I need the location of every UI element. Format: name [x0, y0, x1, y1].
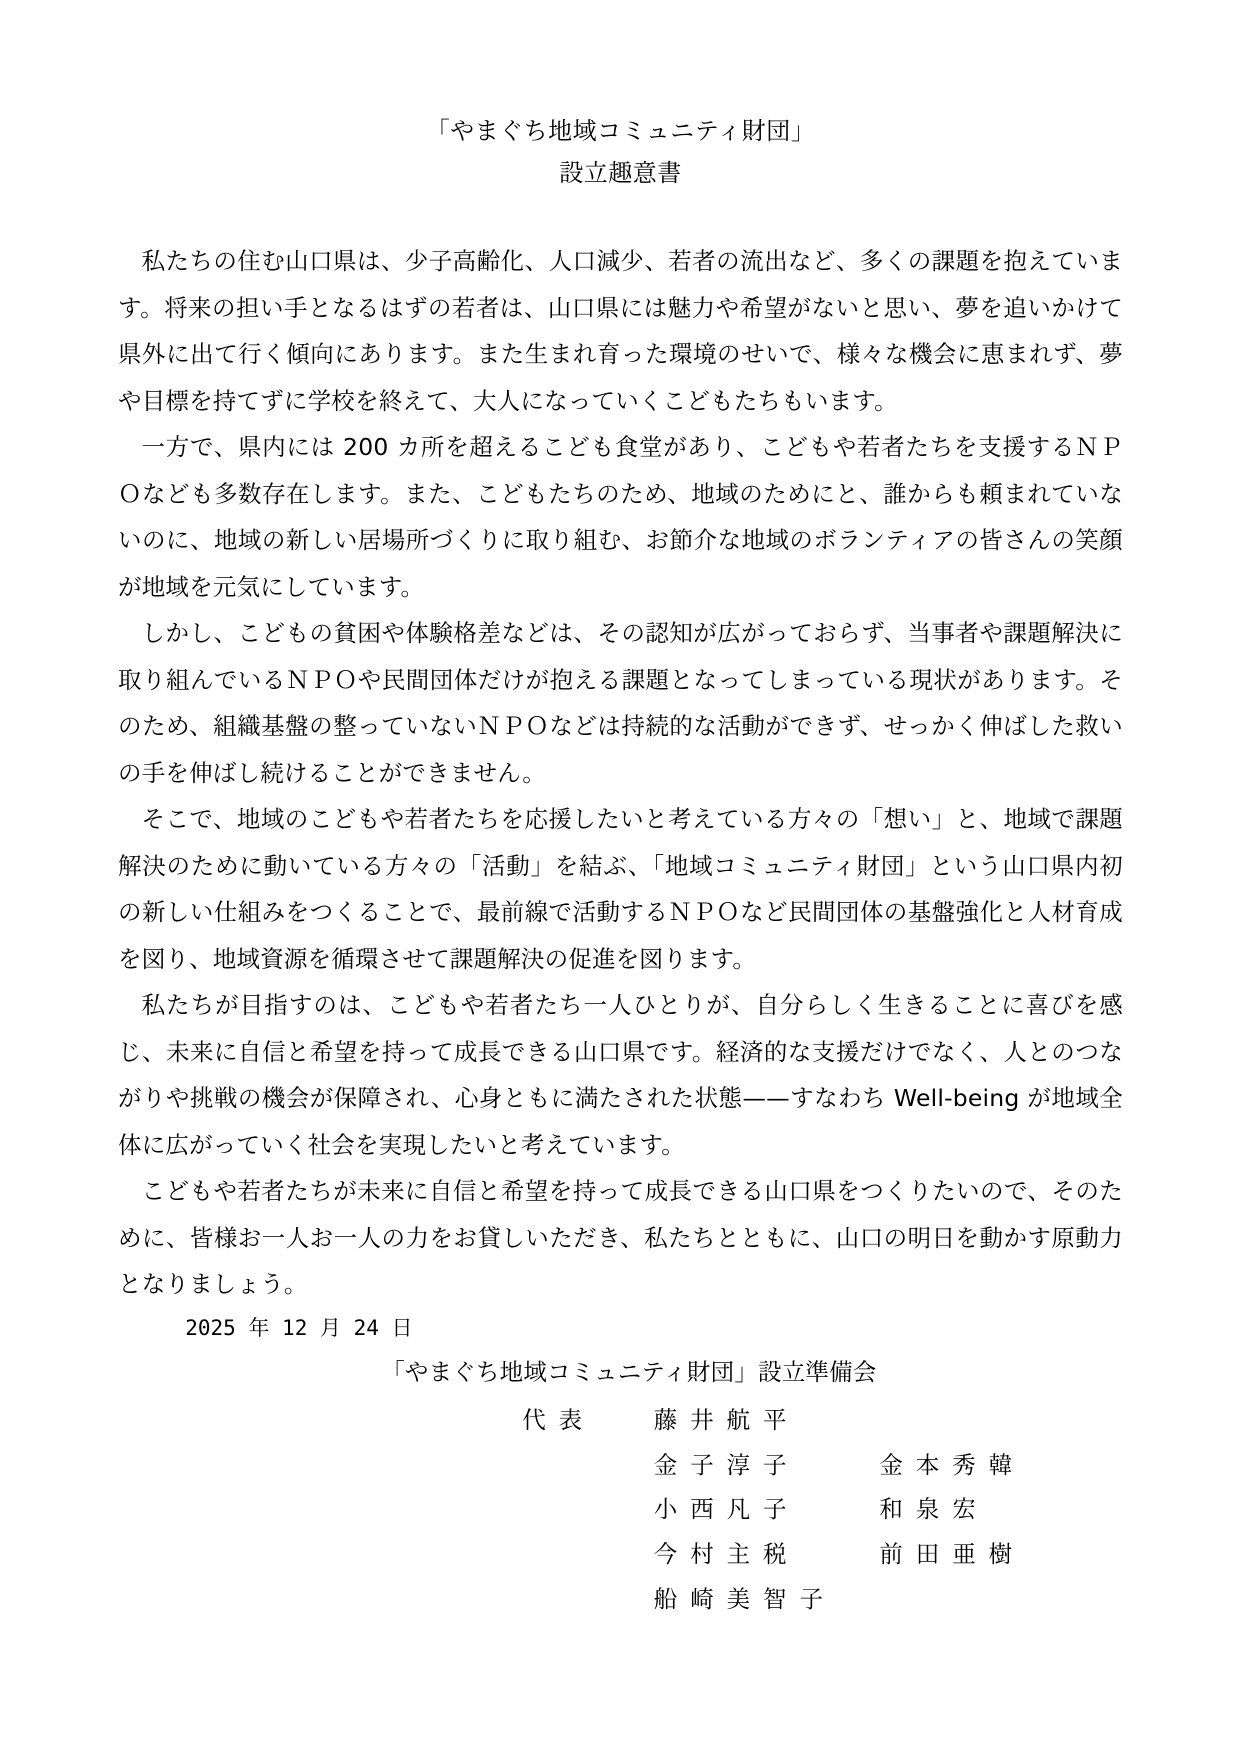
signatory-name-secondary: 前田亜樹 — [879, 1539, 1026, 1568]
signatory-name-primary: 藤井航平 — [653, 1405, 800, 1434]
document-date: 2025 年 12 月 24 日 — [185, 1315, 413, 1340]
document-title-line-2: 設立趣意書 — [559, 159, 682, 187]
signatory-name-primary: 船崎美智子 — [653, 1584, 836, 1613]
document-title-line-1: 「やまぐち地域コミュニティ財団」 — [425, 117, 816, 145]
paragraph-2: 一方で、県内には 200 カ所を超えるこども食堂があり、こどもや若者たちを支援するＮＰＯなども多数存在します。また、こどもたちのため、地域のためにと、誰からも頼まれていないのに、地域の新しい居場所づくりに取り組む、お節介な地域のボランティアの皆さんの笑顔が地域を元気にしています。 — [118, 433, 1123, 601]
signatory-role — [522, 1487, 654, 1532]
signatory-row — [118, 1577, 1123, 1622]
paragraph-6: こどもや若者たちが未来に自信と希望を持って成長できる山口県をつくりたいので、そのために、皆様お一人お一人の力をお貸しいただき、私たちとともに、山口の明日を動かす原動力となりましょう。 — [118, 1177, 1123, 1299]
document-title — [118, 110, 1123, 194]
paragraph-3: しかし、こどもの貧困や体験格差などは、その認知が広がっておらず、当事者や課題解決に取り組んでいるＮＰＯや民間団体だけが抱える課題となってしまっている現状があります。そのため、組織基盤の整っていないＮＰＯなどは持続的な活動ができず、せっかく伸ばした救いの手を伸ばし続けることができません。 — [118, 619, 1123, 787]
signatory-name-secondary: 和泉宏 — [879, 1495, 989, 1524]
paragraph-5: 私たちが目指すのは、こどもや若者たち一人ひとりが、自分らしく生きることに喜びを感じ、未来に自信と希望を持って成長できる山口県です。経済的な支援だけでなく、人とのつながりや挑戦の機会が保障され、心身ともに満たされた状態——すなわち Well-being が地域全体に広がっていく社会を実現したいと考えています。 — [118, 991, 1123, 1159]
signatory-role: 代表 — [522, 1405, 596, 1434]
paragraph-1: 私たちの住む山口県は、少子高齢化、人口減少、若者の流出など、多くの課題を抱えています。将来の担い手となるはずの若者は、山口県には魅力や希望がないと思い、夢を追いかけて県外に出て行く傾向にあります。また生まれ育った環境のせいで、様々な機会に恵まれず、夢や目標を持てずに学校を終えて、大人になっていくこどもたちもいます。 — [118, 247, 1123, 415]
paragraph-4: そこで、地域のこどもや若者たちを応援したいと考えている方々の「想い」と、地域で課題解決のために動いている方々の「活動」を結ぶ、「地域コミュニティ財団」という山口県内初の新しい仕組みをつくることで、最前線で活動するＮＰＯなど民間団体の基盤強化と人材育成を図り、地域資源を循環させて課題解決の促進を図ります。 — [118, 805, 1123, 973]
signatory-name-secondary: 金本秀韓 — [879, 1450, 1026, 1479]
signatory-name-primary: 小西凡子 — [653, 1495, 800, 1524]
signatory-row — [118, 1532, 1123, 1577]
signatory-row — [118, 1487, 1123, 1532]
organization-name: 「やまぐち地域コミュニティ財団」設立準備会 — [381, 1358, 877, 1387]
signatory-name-primary: 今村主税 — [653, 1539, 800, 1568]
signatory-role — [522, 1443, 654, 1488]
signatory-list — [118, 1398, 1123, 1621]
document-body — [118, 238, 1123, 1308]
signatory-row — [118, 1443, 1123, 1488]
signatory-row — [118, 1398, 1123, 1443]
signatory-name-primary: 金子淳子 — [653, 1450, 800, 1479]
signatory-role — [522, 1577, 654, 1622]
signatory-role — [522, 1532, 654, 1577]
